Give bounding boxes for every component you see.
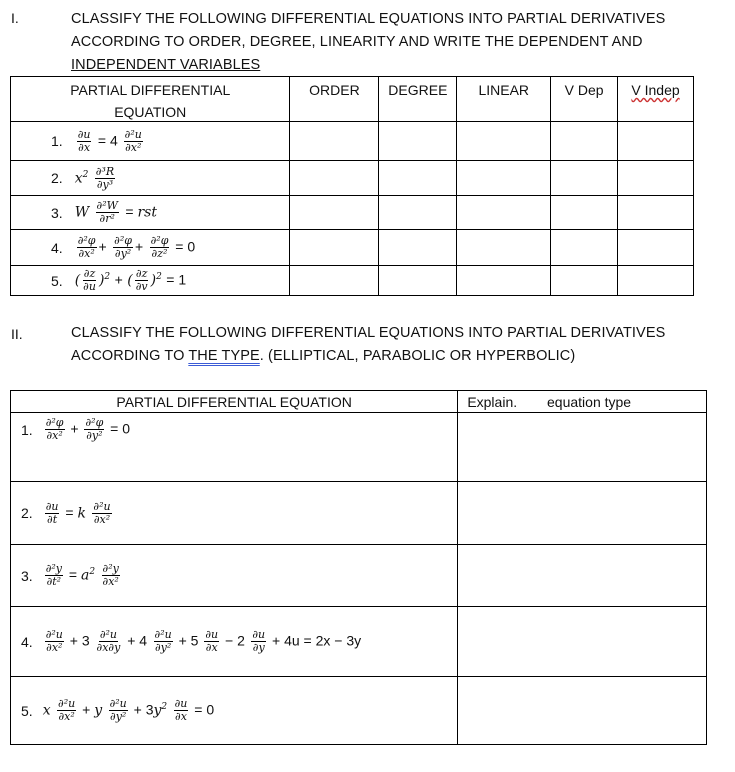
section2-answer-2[interactable] — [458, 482, 707, 545]
section1-vindep-3[interactable] — [618, 196, 694, 230]
section1-col-equation-line2: EQUATION — [114, 104, 187, 120]
section1-heading-line3: INDEPENDENT VARIABLES — [71, 57, 261, 73]
section1-degree-5[interactable] — [379, 266, 457, 296]
section1-vindep-2[interactable] — [618, 161, 694, 196]
section1-vdep-5[interactable] — [551, 266, 618, 296]
section2-answer-3[interactable] — [458, 545, 707, 607]
section2-heading-line2: ACCORDING TO THE TYPE. (ELLIPTICAL, PARABOLIC OR HYPERBOLIC) — [71, 348, 576, 364]
section1-degree-2[interactable] — [379, 161, 457, 196]
equation: $\frac{\text{∂²y}}{\text{∂t²}}$ = $a^2$ $\frac{\text{∂²y}}{\text{∂x²}}$ — [45, 562, 119, 588]
section2-row-2 — [11, 482, 707, 545]
section1-col-vindep — [618, 77, 694, 122]
section1-eq-5 — [11, 266, 290, 296]
row-number: 5. — [51, 272, 63, 289]
section1-linear-2[interactable] — [457, 161, 551, 196]
section1-vdep-4[interactable] — [551, 230, 618, 266]
section2-explain-label: Explain. — [467, 393, 518, 410]
section1-vindep-4[interactable] — [618, 230, 694, 266]
section1-vdep-2[interactable] — [551, 161, 618, 196]
section2-col-explain — [458, 391, 707, 413]
section1-row-2 — [11, 161, 694, 196]
section1-eq-2 — [11, 161, 290, 196]
row-number: 4. — [51, 239, 63, 256]
equation: ( $\frac{\partial z}{\partial u}$ )$^2$ + ( $\frac{\partial z}{\partial v}$ )$^2$ = 1 — [74, 267, 187, 293]
row-number: 5. — [21, 702, 33, 719]
section1-order-2[interactable] — [290, 161, 379, 196]
equation: W $\frac{\text{∂²W}}{\text{∂r²}}$ = rst — [74, 199, 157, 225]
section1-heading-line1: CLASSIFY THE FOLLOWING DIFFERENTIAL EQUATIONS INTO PARTIAL DERIVATIVES — [71, 11, 666, 27]
section1-eq-3 — [11, 196, 290, 230]
section1-row-5 — [11, 266, 694, 296]
section1-linear-5[interactable] — [457, 266, 551, 296]
section1-numeral: I. — [11, 10, 19, 26]
section1-order-1[interactable] — [290, 122, 379, 161]
section1-row-1 — [11, 122, 694, 161]
section2-eq-2 — [11, 482, 458, 545]
section1-vdep-3[interactable] — [551, 196, 618, 230]
equation: $\frac{\text{∂²φ}}{\text{∂x²}}$ + $\frac{\text{∂²φ}}{\text{∂y²}}$ + $\frac{\text{∂²φ}}{\text{∂z²}}$ = 0 — [77, 234, 196, 260]
section2-type-label: equation type — [547, 393, 632, 410]
section1-degree-4[interactable] — [379, 230, 457, 266]
section1-heading-line2: ACCORDING TO ORDER, DEGREE, LINEARITY AND WRITE THE DEPENDENT AND — [71, 34, 643, 50]
row-number: 3. — [21, 567, 33, 584]
row-number: 2. — [21, 505, 33, 521]
section1-col-order: ORDER — [290, 77, 379, 122]
section1-eq-4 — [11, 230, 290, 266]
section2-answer-1[interactable] — [458, 413, 707, 482]
section2-row-3 — [11, 545, 707, 607]
section2-row-1 — [11, 413, 707, 482]
section1-table — [10, 76, 694, 296]
section1-vdep-1[interactable] — [551, 122, 618, 161]
equation: $\frac{\partial u}{\partial x}$ = 4 $\frac{\text{∂²u}}{\text{∂x²}}$ — [77, 127, 142, 154]
section2-row-4 — [11, 607, 707, 677]
row-number: 1. — [21, 421, 33, 438]
section1-linear-3[interactable] — [457, 196, 551, 230]
equation: $\frac{\text{∂²φ}}{\text{∂x²}}$ + $\frac{\text{∂²φ}}{\text{∂y²}}$ = 0 — [45, 416, 131, 442]
section1-col-vdep: V Dep — [551, 77, 618, 122]
section1-col-equation-line1: PARTIAL DIFFERENTIAL — [70, 82, 231, 98]
section2-answer-5[interactable] — [458, 677, 707, 745]
equation: x $\frac{\text{∂²u}}{\text{∂x²}}$ + y $\frac{\text{∂²u}}{\text{∂y²}}$ + $3y^2$ $\frac{\partial u}{\partial x}$ = 0 — [42, 697, 215, 723]
row-number: 3. — [51, 204, 63, 221]
section1-order-5[interactable] — [290, 266, 379, 296]
section1-vindep-1[interactable] — [618, 122, 694, 161]
section2-numeral: II. — [11, 326, 23, 342]
section2-table — [10, 390, 707, 745]
section2-heading-the-type: THE TYPE — [188, 348, 260, 364]
section1-row-3 — [11, 196, 694, 230]
section1-col-degree: DEGREE — [379, 77, 457, 122]
section2-heading — [71, 322, 665, 368]
section1-vindep-5[interactable] — [618, 266, 694, 296]
section1-degree-1[interactable] — [379, 122, 457, 161]
section2-row-5 — [11, 677, 707, 745]
section2-col-equation: PARTIAL DIFFERENTIAL EQUATION — [11, 391, 458, 413]
section1-degree-3[interactable] — [379, 196, 457, 230]
section1-heading — [71, 8, 665, 77]
equation: $\frac{\text{∂²u}}{\text{∂x²}}$ + 3 $\frac{\text{∂²u}}{\partial x\partial y}$ + 4 $\frac{\text{∂²u}}{\text{∂y²}}$ + 5 $\frac{\partial u}{\partial x}$ − 2 $\frac{\partial u}{\partial y}$ + 4u = 2x − 3y — [45, 628, 362, 654]
section2-eq-4 — [11, 607, 458, 677]
section1-col-equation — [11, 77, 290, 122]
section1-col-vindep-label: V Indep — [631, 82, 680, 98]
section1-col-linear: LINEAR — [457, 77, 551, 122]
equation: $x^2$ $\frac{\text{∂³R}}{\text{∂y³}}$ — [74, 164, 115, 191]
section1-order-4[interactable] — [290, 230, 379, 266]
section2-heading-line1: CLASSIFY THE FOLLOWING DIFFERENTIAL EQUATIONS INTO PARTIAL DERIVATIVES — [71, 325, 666, 341]
section2-answer-4[interactable] — [458, 607, 707, 677]
section1-linear-1[interactable] — [457, 122, 551, 161]
section1-order-3[interactable] — [290, 196, 379, 230]
section1-eq-1 — [11, 122, 290, 161]
section1-row-4 — [11, 230, 694, 266]
row-number: 4. — [21, 633, 33, 650]
section2-eq-5 — [11, 677, 458, 745]
row-number: 1. — [51, 133, 63, 149]
equation: $\frac{\partial u}{\partial t}$ = k $\frac{\text{∂²u}}{\text{∂x²}}$ — [45, 499, 111, 526]
section2-eq-1 — [11, 413, 458, 482]
row-number: 2. — [51, 170, 63, 186]
section1-linear-4[interactable] — [457, 230, 551, 266]
section2-eq-3 — [11, 545, 458, 607]
